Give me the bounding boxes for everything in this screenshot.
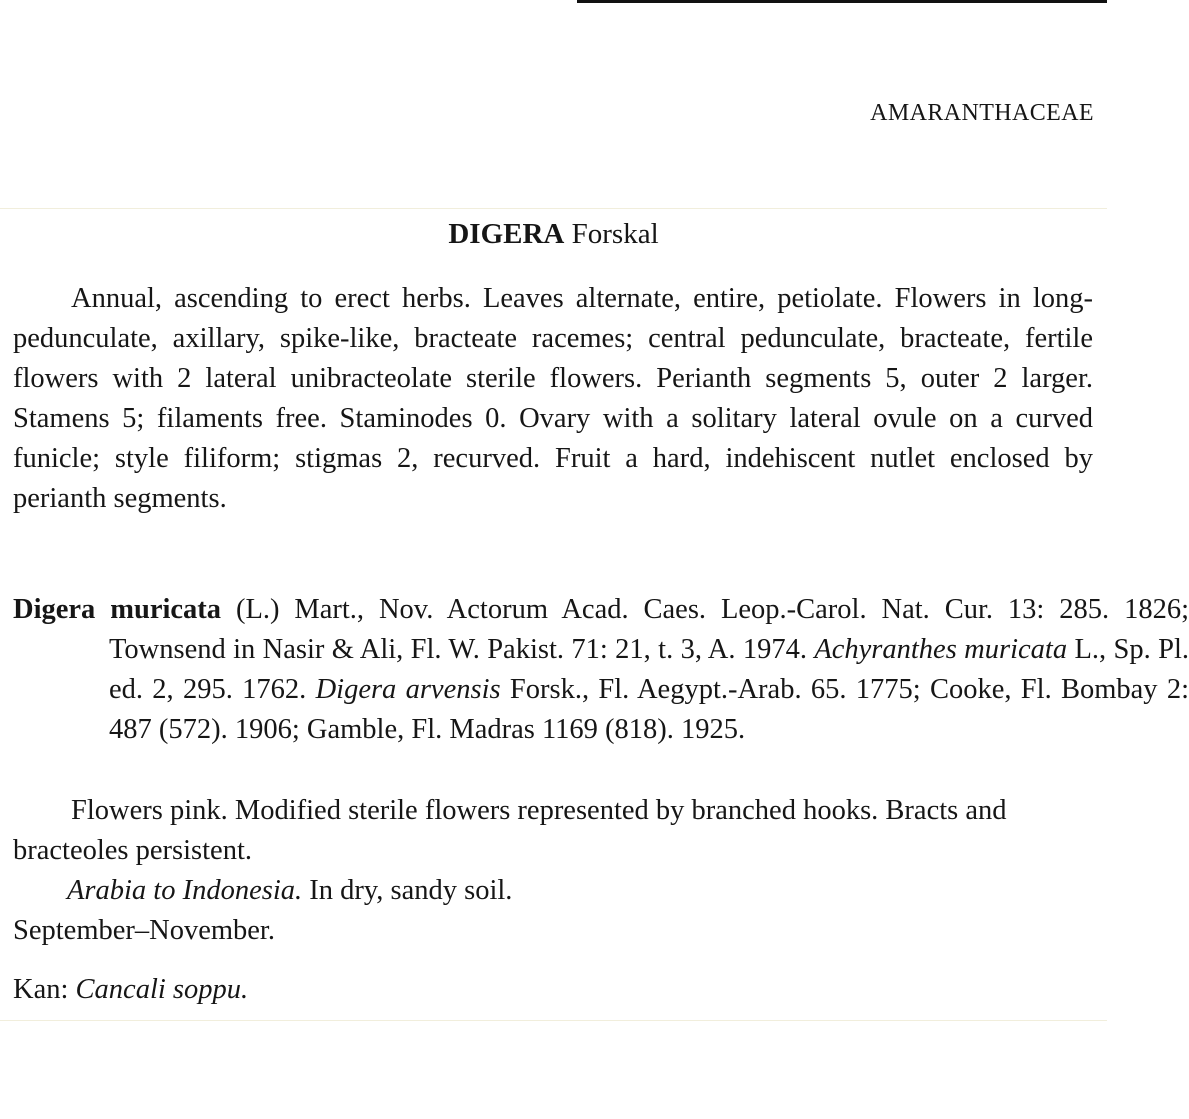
genus-name: DIGERA: [448, 218, 565, 250]
distribution-range: Arabia to Indonesia.: [67, 875, 303, 906]
divider: [0, 1020, 1107, 1021]
genus-heading: [0, 218, 1107, 251]
species-name: Digera muricata: [13, 594, 222, 625]
genus-description: Annual, ascending to erect herbs. Leaves alternate, entire, petiolate. Flowers in long-pedunculate, axillary, spike-like, bracteate racemes; central pedunculate, bracteate, fertile flowers with 2 lateral unibracteolate sterile flowers. Perianth segments 5, outer 2 larger. Stamens 5; filaments free. Staminodes 0. Ovary with a solitary lateral ovule on a curved funicle; style filiform; stigmas 2, recurved. Fruit a hard, indehiscent nutlet enclosed by perianth segments.: [13, 283, 1093, 514]
local-name-value: Cancali soppu.: [75, 974, 249, 1005]
distribution-line: [13, 871, 1093, 911]
species-description: Flowers pink. Modified sterile flowers represented by branched hooks. Bracts and bracteoles persistent.: [13, 795, 1007, 866]
species-reference: (L.) Mart., Nov. Actorum Acad. Caes. Leop.-Carol. Nat. Cur. 13: 285. 1826; Townsend in Nasir & Ali, Fl. W. Pakist. 71: 21, t. 3, A. 1974.: [109, 594, 1189, 665]
synonym-reference: L., Sp. Pl. ed. 2, 295. 1762.: [109, 634, 1189, 705]
synonym-name: Achyranthes muricata: [814, 634, 1068, 665]
divider: [0, 208, 1107, 209]
local-name-label: Kan:: [13, 974, 76, 1005]
top-rule: [577, 0, 1107, 3]
synonym-reference: Forsk., Fl. Aegypt.-Arab. 65. 1775; Cooke, Fl. Bombay 2: 487 (572). 1906; Gamble, Fl. Madras 1169 (818). 1925.: [109, 674, 1189, 745]
synonym-name: Digera arvensis: [315, 674, 501, 705]
running-head: AMARANTHACEAE: [870, 100, 1094, 126]
genus-author: Forskal: [571, 218, 659, 250]
habitat: In dry, sandy soil.: [302, 875, 513, 906]
local-name: [13, 970, 1093, 1010]
distribution: [13, 871, 1093, 951]
species-citation: [13, 590, 1189, 750]
phenology: September–November.: [13, 915, 275, 946]
